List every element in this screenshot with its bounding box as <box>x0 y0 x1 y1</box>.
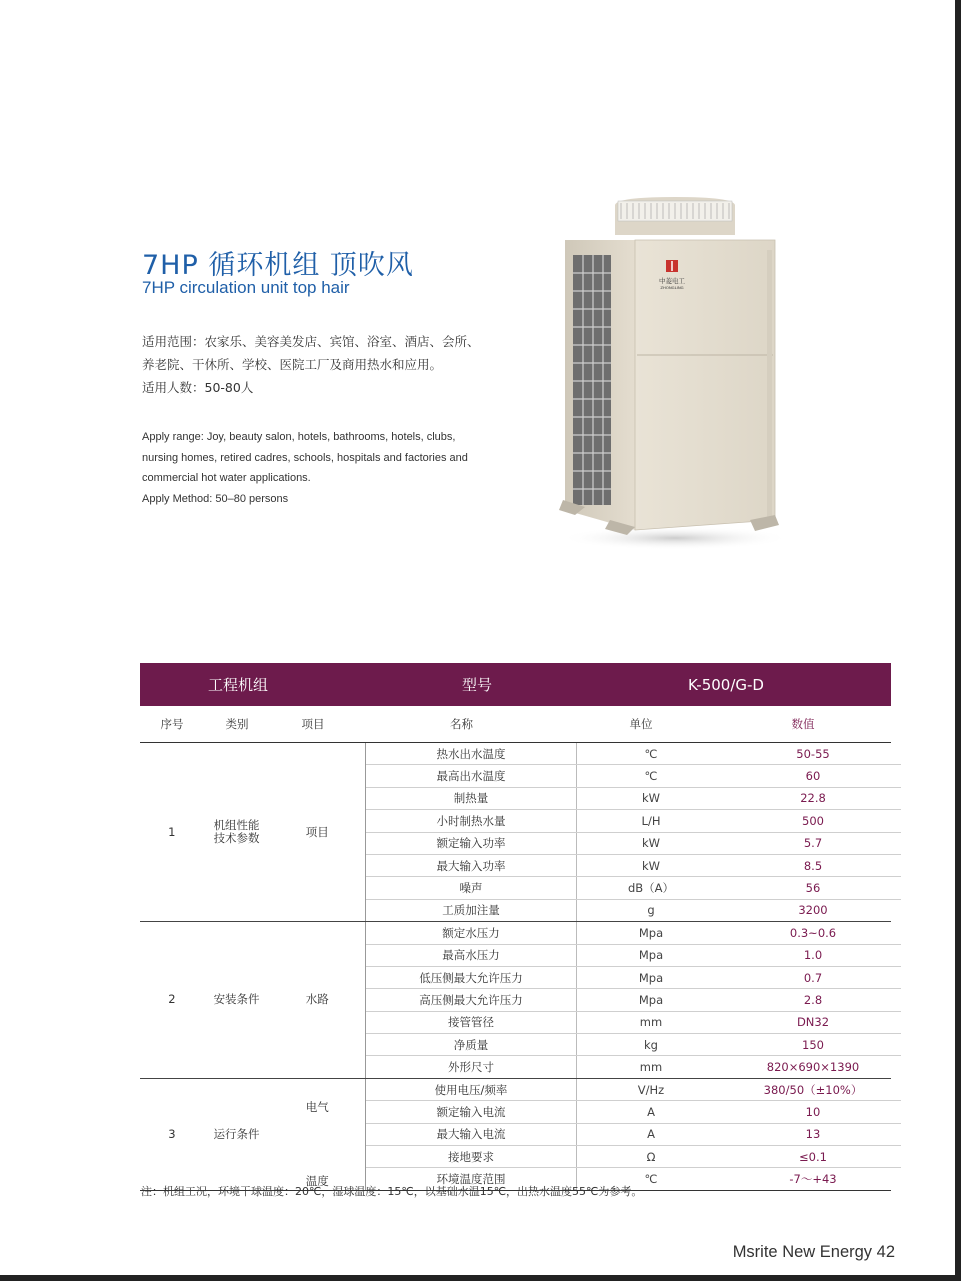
table-row <box>366 855 901 877</box>
row-unit: Mpa <box>638 992 664 1007</box>
group-no: 1 <box>168 824 176 839</box>
row-unit: kW <box>641 836 661 851</box>
group-item: 项目 <box>305 824 329 839</box>
description-chinese <box>142 330 522 399</box>
row-name: 最大输入电流 <box>366 1124 577 1145</box>
row-name: 净质量 <box>366 1034 577 1055</box>
header-model-value: K-500/G-D <box>688 675 764 694</box>
row-value: 13 <box>805 1127 821 1142</box>
desc-en-line: Apply range: Joy, beauty salon, hotels, bathrooms, hotels, clubs, <box>142 431 456 443</box>
col-unit: 单位 <box>629 717 653 731</box>
group-rows <box>366 743 901 921</box>
spec-group-operation <box>140 1079 891 1191</box>
table-row <box>366 922 901 944</box>
column-headers <box>140 706 891 743</box>
row-value: 2.8 <box>803 992 823 1007</box>
table-row <box>366 1012 901 1034</box>
row-value: 5.7 <box>803 836 823 851</box>
row-value: 10 <box>805 1104 821 1119</box>
spec-group-performance <box>140 743 891 922</box>
table-row <box>366 900 901 921</box>
table-row <box>366 989 901 1011</box>
row-name: 制热量 <box>366 788 577 809</box>
row-name: 外形尺寸 <box>366 1056 577 1077</box>
table-row <box>366 810 901 832</box>
group-no: 2 <box>168 992 176 1007</box>
table-row <box>366 945 901 967</box>
row-name: 噪声 <box>366 877 577 898</box>
table-row <box>366 1146 901 1168</box>
header-model: 型号 <box>461 676 492 694</box>
group-rows <box>366 1079 901 1190</box>
row-unit: kg <box>644 1037 658 1052</box>
spec-group-installation <box>140 922 891 1079</box>
group-item-temperature: 温度 <box>305 1173 329 1188</box>
row-name: 小时制热水量 <box>366 810 577 831</box>
table-row <box>366 743 901 765</box>
desc-zh-line: 适用人数：50-80人 <box>142 380 254 395</box>
row-unit: A <box>647 1104 655 1119</box>
row-name: 接地要求 <box>366 1146 577 1167</box>
desc-zh-line: 养老院、干休所、学校、医院工厂及商用热水和应用。 <box>142 357 443 372</box>
desc-en-line: nursing homes, retired cadres, schools, hospitals and factories and <box>142 451 468 464</box>
row-value: 60 <box>805 769 821 784</box>
col-name: 名称 <box>450 717 473 731</box>
row-unit: Mpa <box>638 925 664 940</box>
row-name: 使用电压/频率 <box>366 1079 577 1100</box>
row-value: 500 <box>802 813 824 828</box>
table-row <box>366 765 901 787</box>
group-item-electric: 电气 <box>305 1099 329 1114</box>
row-value: 820×690×1390 <box>766 1060 860 1075</box>
row-unit: ℃ <box>644 769 658 784</box>
group-category: 安装条件 <box>213 992 260 1007</box>
group-category: 运行条件 <box>213 1126 260 1141</box>
group-category: 机组性能技术参数 <box>213 818 260 846</box>
group-rows <box>366 922 901 1078</box>
group-item-column <box>269 1079 365 1190</box>
table-row <box>366 877 901 899</box>
row-value: ≤0.1 <box>799 1149 827 1164</box>
page-footer: Msrite New Energy 42 <box>732 1243 895 1261</box>
footnote: 注：机组工况，环境干球温度：20℃，湿球温度：15℃，以基础水温15℃，出热水温度55℃为参考。 <box>141 1185 643 1198</box>
heat-pump-unit-image <box>555 195 795 555</box>
group-item: 水路 <box>305 992 329 1007</box>
table-row <box>366 1079 901 1101</box>
table-row <box>366 1101 901 1123</box>
row-name: 额定水压力 <box>366 922 577 943</box>
table-row <box>366 967 901 989</box>
desc-zh-line: 适用范围：农家乐、美容美发店、宾馆、浴室、酒店、会所、 <box>142 334 480 349</box>
row-unit: V/Hz <box>637 1082 665 1097</box>
row-name: 最大输入功率 <box>366 855 577 876</box>
row-value: 3200 <box>798 903 828 918</box>
row-name: 低压侧最大允许压力 <box>366 967 577 988</box>
row-unit: mm <box>639 1060 663 1075</box>
row-value: 56 <box>805 881 821 896</box>
row-unit: ℃ <box>644 1172 658 1187</box>
table-row <box>366 788 901 810</box>
description-english <box>142 427 502 509</box>
row-unit: dB（A） <box>627 881 675 896</box>
title-english: 7HP circulation unit top hair <box>142 278 350 297</box>
row-unit: Mpa <box>638 948 664 963</box>
row-unit: A <box>647 1127 655 1142</box>
row-value: -7～+43 <box>789 1172 837 1187</box>
row-value: 0.3~0.6 <box>789 925 837 940</box>
row-name: 最高水压力 <box>366 945 577 966</box>
row-value: 50-55 <box>796 746 830 761</box>
row-unit: kW <box>641 858 661 873</box>
row-name: 额定输入电流 <box>366 1101 577 1122</box>
spec-table <box>140 663 891 1191</box>
table-row <box>366 833 901 855</box>
row-unit: g <box>647 903 655 918</box>
desc-en-line: Apply Method: 50–80 persons <box>142 492 289 505</box>
row-value: DN32 <box>796 1015 830 1030</box>
col-category: 类别 <box>225 717 249 731</box>
header-project-unit: 工程机组 <box>207 676 268 694</box>
row-unit: L/H <box>641 813 661 828</box>
table-row <box>366 1124 901 1146</box>
row-value: 1.0 <box>803 948 823 963</box>
group-no: 3 <box>168 1126 176 1141</box>
row-unit: ℃ <box>644 746 658 761</box>
table-row <box>366 1034 901 1056</box>
col-item: 项目 <box>301 717 325 731</box>
title-chinese: 7HP 循环机组 顶吹风 <box>142 250 414 281</box>
brand-logo-text: 中菱电工 <box>659 277 685 285</box>
row-value: 8.5 <box>803 858 823 873</box>
col-no: 序号 <box>160 717 184 731</box>
row-unit: Mpa <box>638 970 664 985</box>
row-unit: Ω <box>646 1149 656 1164</box>
row-name: 额定输入功率 <box>366 833 577 854</box>
spec-table-header <box>140 663 891 706</box>
row-value: 380/50（±10%） <box>763 1082 863 1097</box>
row-unit: kW <box>641 791 661 806</box>
row-unit: mm <box>639 1015 663 1030</box>
brand-logo-en: ZHONGLING <box>660 285 684 290</box>
row-value: 0.7 <box>803 970 823 985</box>
row-name: 环境温度范围 <box>366 1168 577 1189</box>
row-name: 工质加注量 <box>366 900 577 921</box>
desc-en-line: commercial hot water applications. <box>142 472 311 484</box>
row-value: 22.8 <box>800 791 826 806</box>
row-name: 接管管径 <box>366 1012 577 1033</box>
row-value: 150 <box>802 1037 824 1052</box>
row-name: 最高出水温度 <box>366 765 577 786</box>
row-name: 高压侧最大允许压力 <box>366 989 577 1010</box>
row-name: 热水出水温度 <box>366 743 577 764</box>
col-value: 数值 <box>791 717 815 731</box>
table-row <box>366 1056 901 1077</box>
